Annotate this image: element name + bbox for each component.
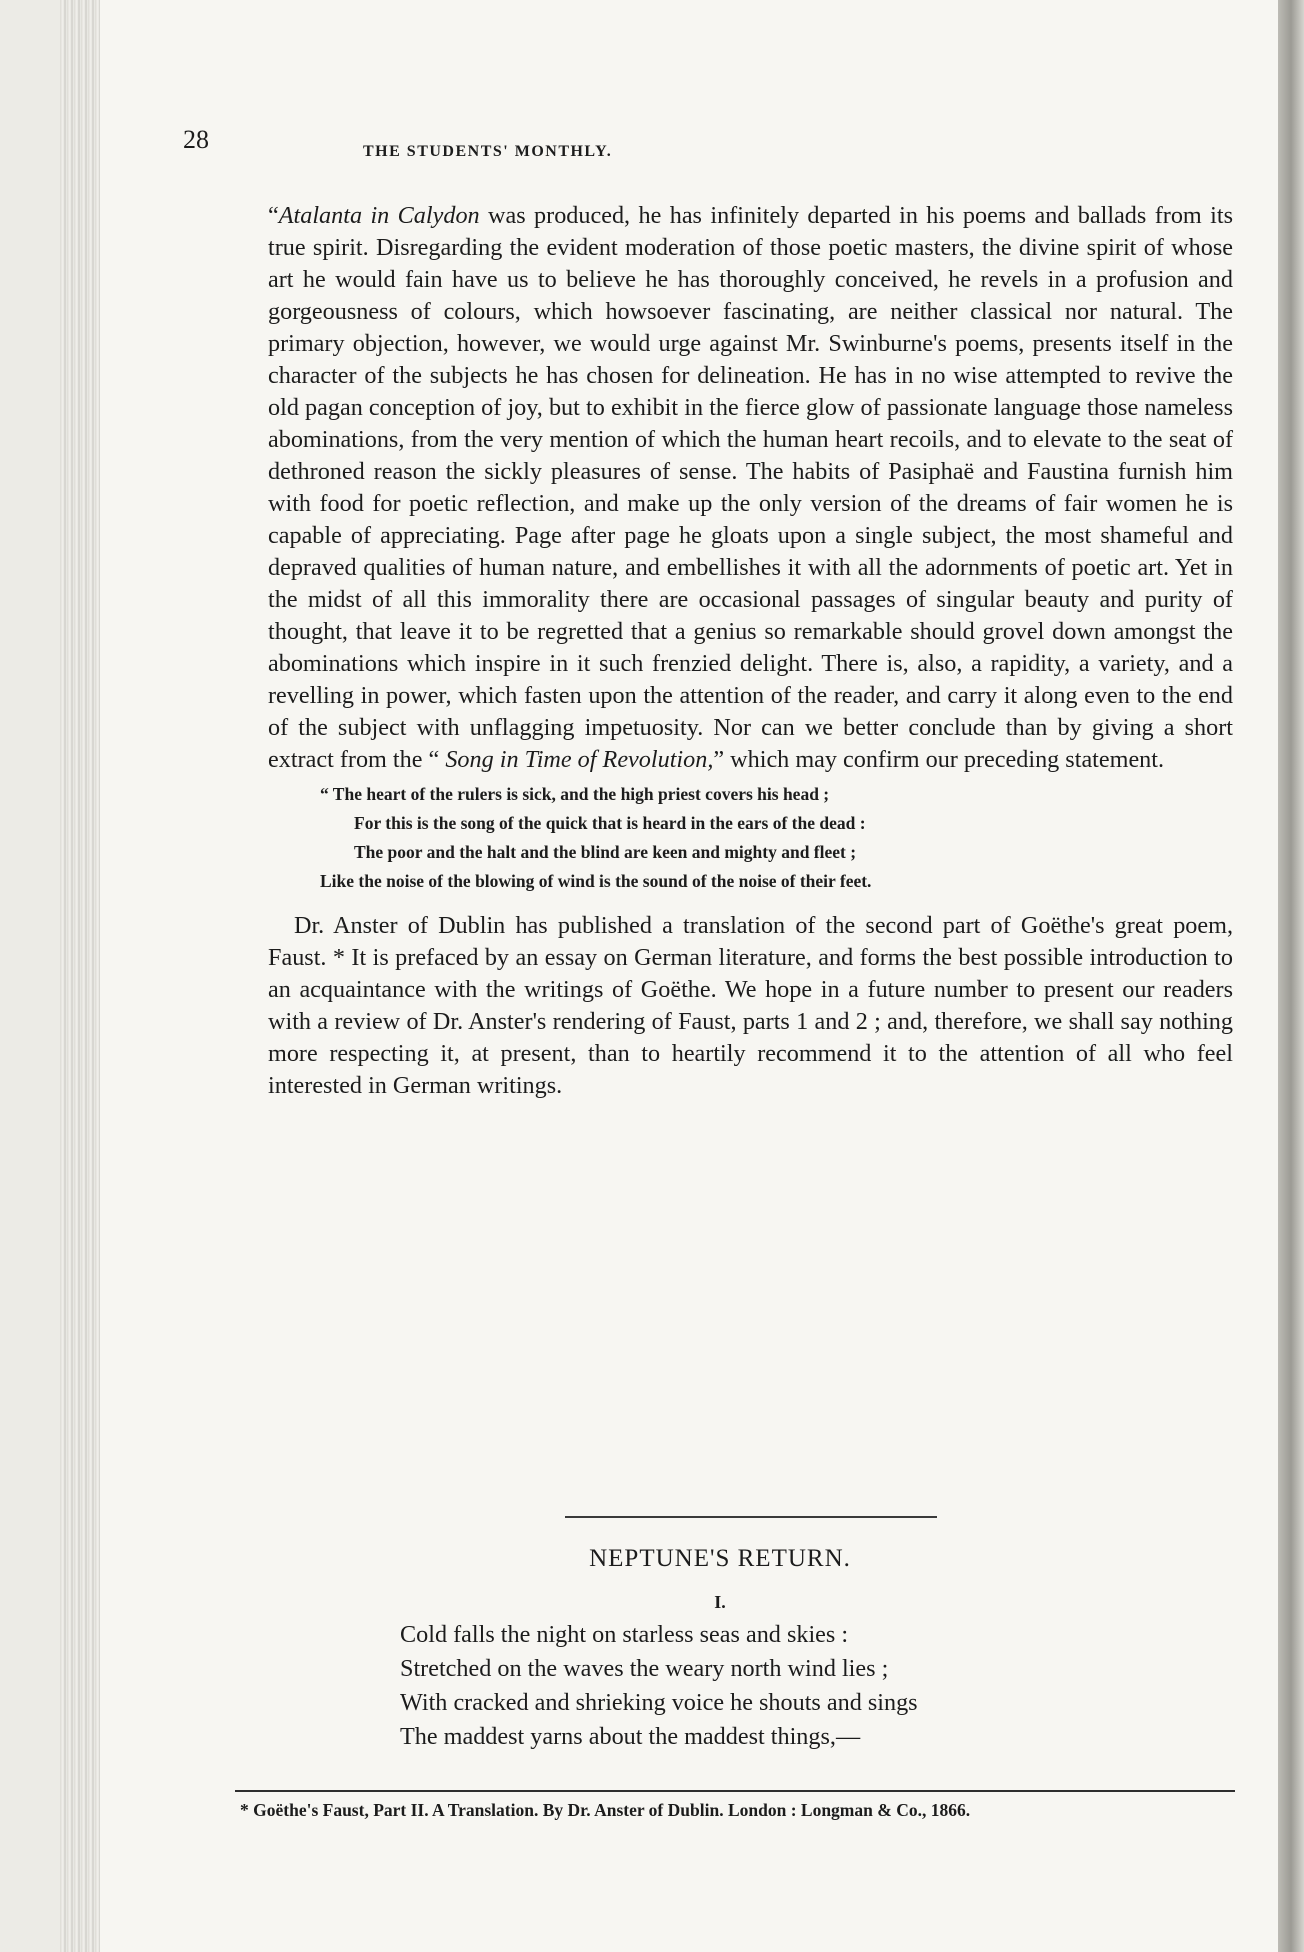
footnote-rule <box>235 1790 1235 1792</box>
article-body <box>268 200 1233 1102</box>
poem-line: With cracked and shrieking voice he shouts and sings <box>400 1689 918 1716</box>
running-head: THE STUDENTS' MONTHLY. <box>363 143 613 160</box>
paragraph-anster: Dr. Anster of Dublin has published a translation of the second part of Goëthe's great poem, Faust. * It is prefaced by an essay on German literature, and forms the best possible introduction to an acquaintance with the writings of Goëthe. We hope in a future number to present our readers with a review of Dr. Anster's rendering of Faust, parts 1 and 2 ; and, therefore, we shall say nothing more respecting it, at present, than to heartily recommend it to the attention of all who feel interested in German writings. <box>268 912 1233 1099</box>
poem-line: Stretched on the waves the weary north wind lies ; <box>400 1655 889 1682</box>
poem-line: The maddest yarns about the maddest things,— <box>400 1723 861 1750</box>
page-number: 28 <box>183 125 209 154</box>
open-quote: “ <box>268 202 279 229</box>
verse-line: For this is the song of the quick that is heard in the ears of the dead : <box>354 813 866 833</box>
paragraph-text-2: ” which may confirm our preceding statement. <box>713 746 1165 773</box>
section-divider <box>565 1516 937 1518</box>
verse-line: “ The heart of the rulers is sick, and the high priest covers his head ; <box>320 784 830 804</box>
paragraph-swinburne <box>268 200 1233 776</box>
paragraph-text-1: was produced, he has infinitely departed in his poems and ballads from its true spirit. Disregarding the evident moderation of those poetic masters, the divine spirit of whose art he would fain have us to believe he has thoroughly conceived, he revels in a profusion and gorgeousness of colours, which howsoever fascinating, are neither classical nor natural. The primary objection, however, we would urge against Mr. Swinburne's poems, presents itself in the character of the subjects he has chosen for delineation. He has in no wise attempted to revive the old pagan conception of joy, but to exhibit in the fierce glow of passionate language those nameless abominations, from the very mention of which the human heart recoils, and to elevate to the seat of dethroned reason the sickly pleasures of sense. The habits of Pasiphaë and Faustina furnish him with food for poetic reflection, and make up the only version of the dreams of fair women he is capable of appreciating. Page after page he gloats upon a single subject, the most shameful and depraved qualities of human nature, and embellishes it with all the adornments of poetic art. Yet in the midst of all this immorality there are occasional passages of singular beauty and purity of thought, that leave it to be regretted that a genius so remarkable should grovel down amongst the abominations which inspire in it such frenzied delight. There is, also, a rapidity, a variety, and a revelling in power, which fasten upon the attention of the reader, and carry it along even to the end of the subject with unflagging impetuosity. Nor can we better conclude than by giving a short extract from the <box>268 202 1233 773</box>
poem-line: Cold falls the night on starless seas and skies : <box>400 1621 849 1648</box>
verse-line: Like the noise of the blowing of wind is the sound of the noise of their feet. <box>320 871 872 891</box>
verse-quotation <box>320 780 1233 896</box>
quote-open-2: “ <box>428 746 446 773</box>
book-binding-edge <box>1278 0 1304 1952</box>
stanza-number: I. <box>714 1592 726 1612</box>
footnote: * Goëthe's Faust, Part II. A Translation. By Dr. Anster of Dublin. London : Longman & Co., 1866. <box>240 1800 971 1820</box>
page-stack-edge <box>60 0 100 1952</box>
poem-title: NEPTUNE'S RETURN. <box>589 1545 851 1572</box>
title-song-in-time: Song in Time of Revolution, <box>445 746 714 773</box>
page-header <box>183 125 963 165</box>
verse-line: The poor and the halt and the blind are keen and mighty and fleet ; <box>354 842 857 862</box>
poem-stanza <box>400 1618 1120 1754</box>
title-atalanta: Atalanta in Calydon <box>278 202 480 229</box>
